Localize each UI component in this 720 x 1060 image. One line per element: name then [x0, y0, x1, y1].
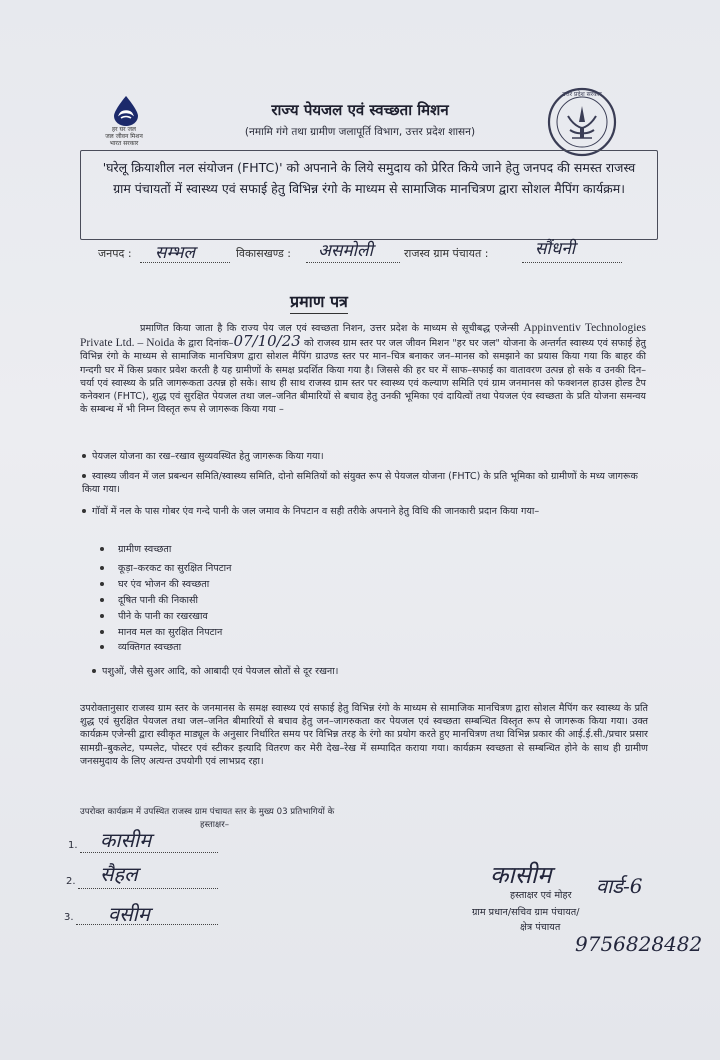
list-item [100, 577, 209, 590]
bullet-item [92, 665, 632, 678]
list-item [100, 561, 231, 574]
bullet-item [82, 505, 642, 518]
bullet-text: स्वास्थ्य जीवन में जल प्रबन्धन समिति/स्वास्थ्य समिति, दोनो समितियों को संयुक्त रूप से पेयजल योजना (FHTC) के प्रति भूमिका को ग्रामीणों के मध्य जागरूक किया गया। [82, 471, 638, 496]
block-label: विकासखण्ड : [236, 247, 292, 260]
participants-heading: उपरोक्त कार्यक्रम में उपस्थित राजस्व ग्राम पंचायत स्तर के मुख्य 03 प्रतिभागियों के [80, 807, 335, 817]
participant-number: 2. [66, 876, 76, 887]
panchayat-label: राजस्व ग्राम पंचायत : [404, 247, 489, 260]
list-item [100, 609, 208, 622]
bullet-item [82, 470, 642, 496]
emblem-text: उत्तर प्रदेश सरकार [562, 91, 602, 98]
signature-line [78, 888, 218, 889]
block-value: असमोली [318, 241, 373, 261]
bullet-text: पेयजल योजना का रख–रखाव सुव्यवस्थित हेतु जागरूक किया गया। [92, 451, 324, 462]
logo-caption-line: जल जीवन मिशन [105, 133, 143, 140]
participant-number: 1. [68, 840, 78, 851]
list-item-text: कूड़ा–करकट का सुरक्षित निपटान [118, 563, 232, 574]
closing-paragraph: उपरोक्तानुसार राजस्व ग्राम स्तर के जनमानस के समक्ष स्वास्थ्य एवं सफाई हेतु विभिन्न रंगो के माध्यम से सामाजिक मानचित्रण द्वारा सोशल मैपिंग कर स्वास्थ्य के प्रति शुद्ध एवं सुरक्षित पेयजल तथा जल–जनित बीमारियों से बचाव हेतु जन–जागरुकता कर पेयजल एवं स्वच्छता सम्बन्धित विस्तृत रूप से जागरूक किया गया। उक्त कार्यक्रम एजेन्सी द्वारा स्वीकृत माड्यूल के अनुसार निर्धारित समय पर विभिन्न तरह के रंगो का प्रयोग करते हुए मानचित्रण तथा विभिन्न प्रकार की आई.ई.सी./प्रचार प्रसार सामग्री–बुकलेट, पम्पलेट, पोस्टर एवं स्टीकर इत्यादि वितरण कर मेरी देख–रेख में सम्पादित कराया गया। कार्यक्रम स्वच्छता से सम्बन्धित होने के साथ ही ग्रामीण जनसमुदाय के लिए अत्यन्त उपयोगी एवं लाभप्रद रहा। [80, 703, 648, 767]
list-item-text: घर एंव भोजन की स्वच्छता [118, 579, 210, 590]
intro-text: के द्वारा दिनांक– [177, 338, 234, 350]
logo-caption-line: भारत सरकार [109, 140, 139, 147]
certificate-title: प्रमाण पत्र [290, 290, 348, 314]
intro-text: प्रमाणित किया जाता है कि राज्य पेय जल एवं स्वच्छता निशन, उत्तर प्रदेश के माध्यम से सूचीबद्ध एजेन्सी [140, 323, 519, 334]
water-drop-icon [112, 96, 140, 126]
bullet-text: गॉवों में नल के पास गोबर एंव गन्दे पानी के जल जमाव के निपटान व सही तरीके अपनाने हेतु विधि की जानकारी प्रदान किया गया– [92, 506, 540, 517]
program-title-box [80, 150, 658, 240]
pradhan-signature: कासीम [490, 861, 552, 889]
panchayat-line [522, 262, 622, 263]
signatory-label: हस्ताक्षर एवं मोहर [510, 890, 572, 901]
participants-heading: हस्ताक्षर– [200, 820, 230, 830]
participant-number: 3. [64, 912, 74, 923]
list-item [100, 593, 198, 606]
district-value: सम्भल [155, 243, 196, 263]
block-line [306, 262, 400, 263]
page-title: राज्य पेयजल एवं स्वच्छता मिशन [271, 101, 449, 119]
panchayat-value: सौंधनी [535, 239, 576, 259]
list-item-text: दूषित पानी की निकासी [118, 595, 198, 606]
district-label: जनपद : [98, 247, 132, 260]
bullet-item [82, 450, 642, 463]
har-ghar-jal-logo [102, 96, 146, 152]
list-item [100, 542, 171, 555]
signatory-label: ग्राम प्रधान/सचिव ग्राम पंचायत/ [472, 907, 580, 918]
bullet-text: पशुओं, जैसे सुअर आदि, को आबादी एवं पेयजल स्रोतों से दूर रखना। [102, 666, 339, 677]
page-subtitle: (नमामि गंगे तथा ग्रामीण जलापूर्ति विभाग, उत्तर प्रदेश शासन) [244, 126, 476, 138]
list-item-text: मानव मल का सुरक्षित निपटान [118, 627, 223, 638]
list-item-text: पीने के पानी का रखरखाव [118, 611, 208, 622]
signatory-label: क्षेत्र पंचायत [520, 922, 561, 933]
intro-paragraph [80, 322, 646, 416]
list-item-text: ग्रामीण स्वच्छता [118, 544, 172, 555]
list-item [100, 640, 181, 653]
logo-caption-line: हर घर जल [112, 126, 136, 133]
program-date: 07/10/23 [233, 332, 301, 351]
list-item [100, 625, 222, 638]
ward-note: वार्ड-6 [596, 874, 643, 898]
program-title-text: 'घरेलू क्रियाशील नल संयोजन (FHTC)' को अपनाने के लिये समुदाय को प्रेरित किये जाने हेतु जनपद की समस्त राजस्व ग्राम पंचायतों में स्वास्थ्य एवं सफाई हेतु विभिन्न रंगो के माध्यम से सामाजिक मानचित्रण द्वारा सोशल मैपिंग कार्यक्रम। [102, 160, 636, 196]
intro-text: जीवन मिशन "हर घर जल" योजना के अन्तर्गत स्वास्थ्य एवं सफाई हेतु विभिन्न रंगो के माध्यम से सामाजिक मानचित्रण द्वारा सोशल मैपिंग ग्राउण्ड स्तर पर मान–चित्र बनाकर जन–मानस को समझाने का प्रयास किया गया कि बाहर की गन्दगी घर में किस प्रकार प्रवेश करती है यह ग्रामीणों के समक्ष प्रदर्शित किया गया है। जिससे की हर घर में साफ–सफाई का वातावरण उत्पन्न हो सके व उनकी दिन–चर्या एवं स्वास्थ्य के प्रति जागरूकता उत्पन्न हो सके। साथ ही साथ राजस्व ग्राम स्तर पर स्वास्थ्य एवं कल्याण समिति एवं ग्राम जनमानस को फक्शनल हाउस होल्ड टैप कनेक्शन (FHTC), शुद्ध एवं सुरक्षित पेयजल तथा जल–जनित बीमारियों से बचाव हेतु उनकी भूमिका एवं दायित्वों तथा पेयजल एंव स्वच्छता के प्रति योजना समन्वय के सम्बन्ध में भी निम्न विस्तृत रूप से जागरूक किया गया – [80, 338, 647, 416]
participant-signature: कासीम [100, 828, 152, 852]
up-government-emblem [546, 86, 618, 158]
participant-signature: सैहल [100, 862, 138, 886]
agency-name: Appinventiv Technologies Private Ltd. – Noida [80, 322, 646, 350]
list-item-text: व्यक्तिगत स्वच्छता [118, 642, 182, 653]
intro-text: को राजस्व ग्राम स्तर पर जल [304, 338, 403, 350]
phone-number: 9756828482 [575, 932, 703, 956]
participant-signature: वसीम [108, 902, 150, 926]
